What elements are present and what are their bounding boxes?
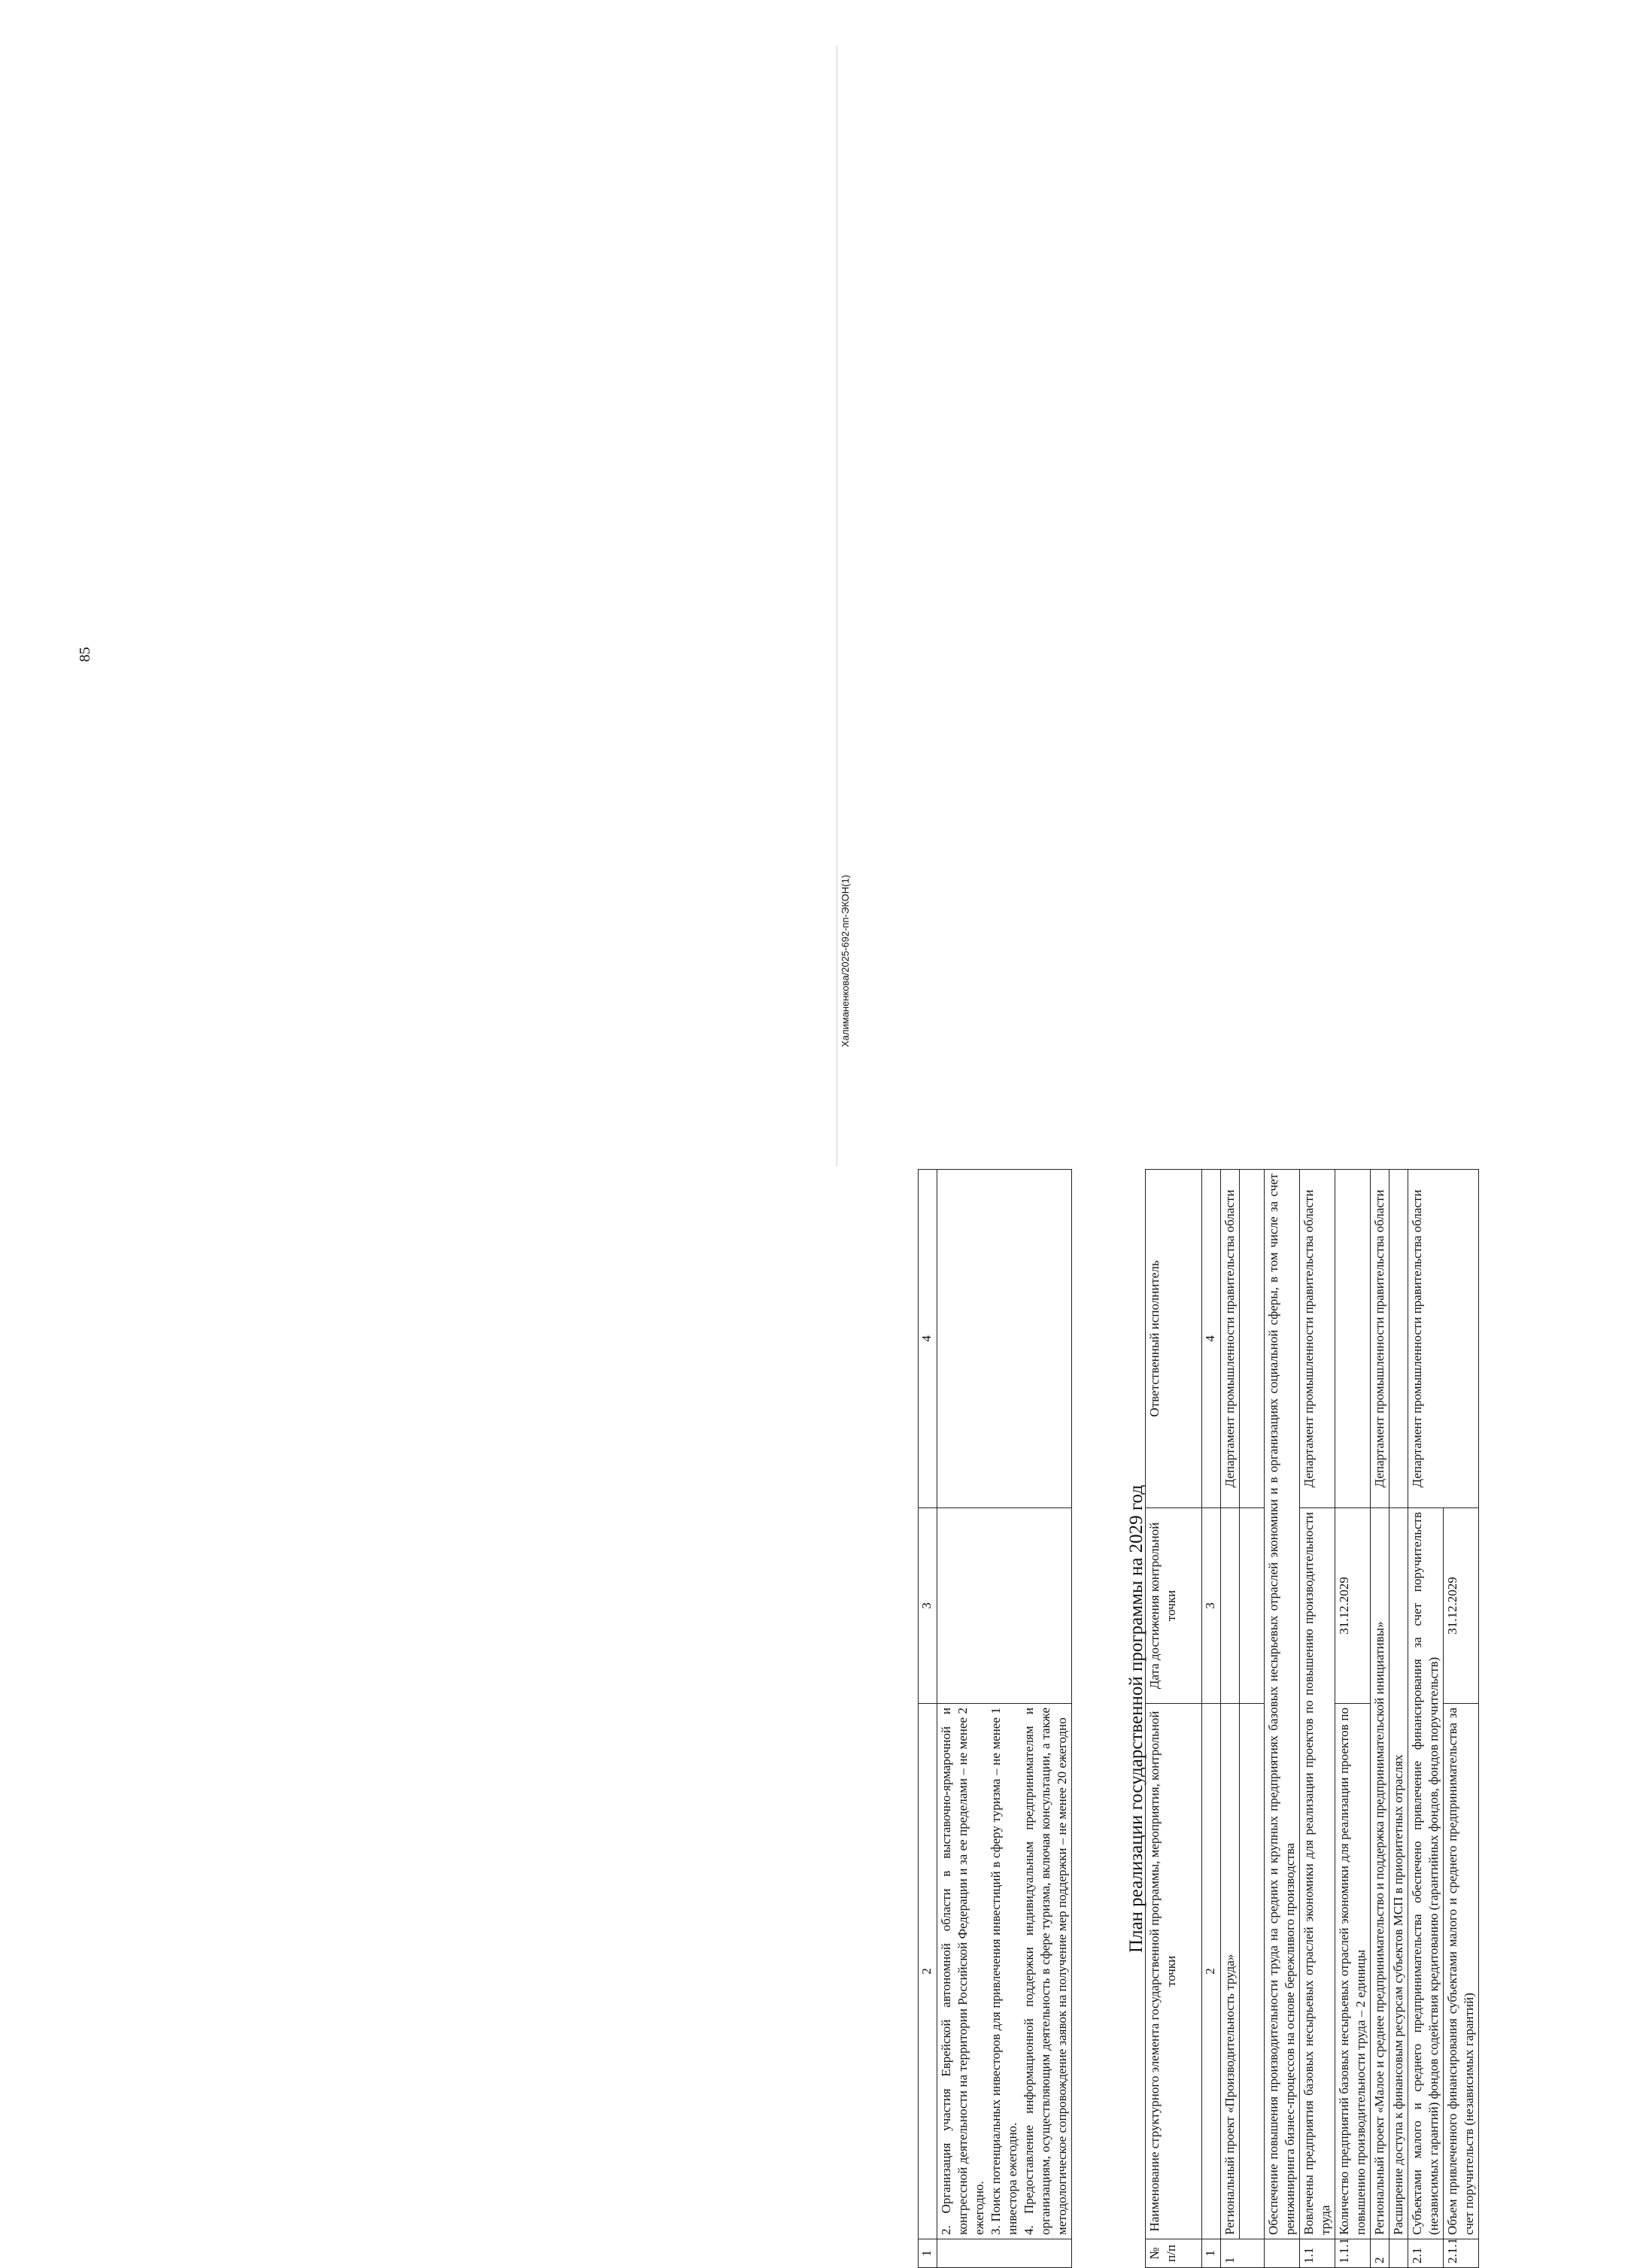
col-number-3: 3 <box>1202 1508 1221 1704</box>
row-name: Региональный проект «Производительность труда» <box>1221 1704 1240 2239</box>
plan-title: План реализации государственной программы на 2029 год <box>1126 1484 1146 1954</box>
measures-cell <box>937 1704 1072 2239</box>
header-name: Наименование структурного элемента государственной программы, мероприятия, контрольной точки <box>1146 1704 1202 2239</box>
measure-item: 2. Организация участия Еврейской автономной области в выставочно-ярмарочной и конгрессной деятельности на территории Российской Федерации и за ее пределами – не менее 2 ежегодно. <box>939 1708 986 2235</box>
plan-row-1-spacer <box>1240 1170 1265 2268</box>
row-name: Объем привлеченного финансирования субъектами малого и среднего предпринимательства за счет поручительств (независимых гарантий) <box>1444 1704 1479 2239</box>
col-number-2: 2 <box>919 1704 937 2239</box>
header-date: Дата достижения контрольной точки <box>1146 1508 1202 1704</box>
measure-item: 3. Поиск потенциальных инвесторов для привлечения инвестиций в сферу туризма – не менее 1 инвестора ежегодно. <box>989 1708 1019 2235</box>
row-no: 1.1 <box>1300 2239 1335 2268</box>
row-no: 2.1.1 <box>1444 2239 1479 2268</box>
plan-column-numbers <box>1202 1170 1221 2268</box>
row-executor: Департамент промышленности правительства области <box>1408 1170 1479 1508</box>
row-name: Вовлечены предприятия базовых несырьевых отраслей экономики для реализации проектов по повышению производительности труда <box>1300 1508 1335 2239</box>
plan-row-1-1-1 <box>1335 1170 1371 2268</box>
date-cell <box>937 1508 1072 1704</box>
row-date: 31.12.2029 <box>1335 1508 1371 1704</box>
row-executor: Департамент промышленности правительства области <box>1371 1170 1389 1508</box>
plan-row-1 <box>1221 1170 1240 2268</box>
row-date <box>1221 1508 1240 1704</box>
col-number-4: 4 <box>919 1170 937 1508</box>
col-number-4: 4 <box>1202 1170 1221 1508</box>
plan-header-row <box>1146 1170 1202 2268</box>
col-number-1: 1 <box>919 2239 937 2268</box>
plan-row-1-1 <box>1300 1170 1335 2268</box>
row-no: 1.1.1 <box>1335 2239 1371 2268</box>
plan-row-2 <box>1371 1170 1389 2268</box>
document-code: Халиманенкова/2025-692-пп-ЭКОН(1) <box>840 874 851 1047</box>
row-name: Региональный проект «Малое и среднее предпринимательство и поддержка предпринимательской инициативы» <box>1371 1508 1389 2239</box>
row-no: 1 <box>1221 2239 1265 2268</box>
row-date: 31.12.2029 <box>1444 1508 1479 1704</box>
continuation-row <box>937 1170 1072 2268</box>
row-number <box>937 2239 1072 2268</box>
task-text: Расширение доступа к финансовым ресурсам субъектов МСП в приоритетных отраслях <box>1389 1508 1408 2239</box>
col-number-3: 3 <box>919 1508 937 1704</box>
col-number-2: 2 <box>1202 1704 1221 2239</box>
executor-cell <box>937 1170 1072 1508</box>
plan-table <box>1145 1169 1479 2268</box>
row-executor <box>1335 1170 1371 1508</box>
row-no: 2.1 <box>1408 2239 1444 2268</box>
rotated-page-content <box>888 1170 1640 2268</box>
header-executor: Ответственный исполнитель <box>1146 1170 1202 1508</box>
row-name: Количество предприятий базовых несырьевых отраслей экономики для реализации проектов по повышению производительности труда – 2 единицы <box>1335 1704 1371 2239</box>
task-text: Обеспечение повышения производительности труда на средних и крупных предприятиях базовых несырьевых отраслей экономики и в организациях социальной сферы, в том числе за счет реинжиниринга бизнес-процессов на основе бережливого производства <box>1265 1170 1300 2239</box>
page-number: 85 <box>77 647 93 662</box>
header-no: № п/п <box>1146 2239 1202 2268</box>
plan-task-row <box>1389 1170 1408 2268</box>
col-number-1: 1 <box>1202 2239 1221 2268</box>
row-name: Субъектами малого и среднего предпринимательства обеспечено привлечение финансирования за счет поручительств (независимых гарантий) фондов содействия кредитованию (гарантийных фондов, фондов поручительств) <box>1408 1508 1444 2239</box>
row-executor: Департамент промышленности правительства области <box>1300 1170 1335 1508</box>
continuation-header-row <box>919 1170 937 2268</box>
measure-item: 4. Предоставление информационной поддержки индивидуальным предпринимателям и организациям, осуществляющим деятельность в сфере туризма, включая консультации, а также методологическое сопровождение заявок на получение мер поддержки – не менее 20 ежегодно <box>1022 1708 1069 2235</box>
continuation-table <box>918 1169 1072 2268</box>
row-executor: Департамент промышленности правительства области <box>1221 1170 1240 1508</box>
row-no: 2 <box>1371 2239 1389 2268</box>
plan-row-2-1 <box>1408 1170 1444 2268</box>
plan-task-row <box>1265 1170 1300 2268</box>
